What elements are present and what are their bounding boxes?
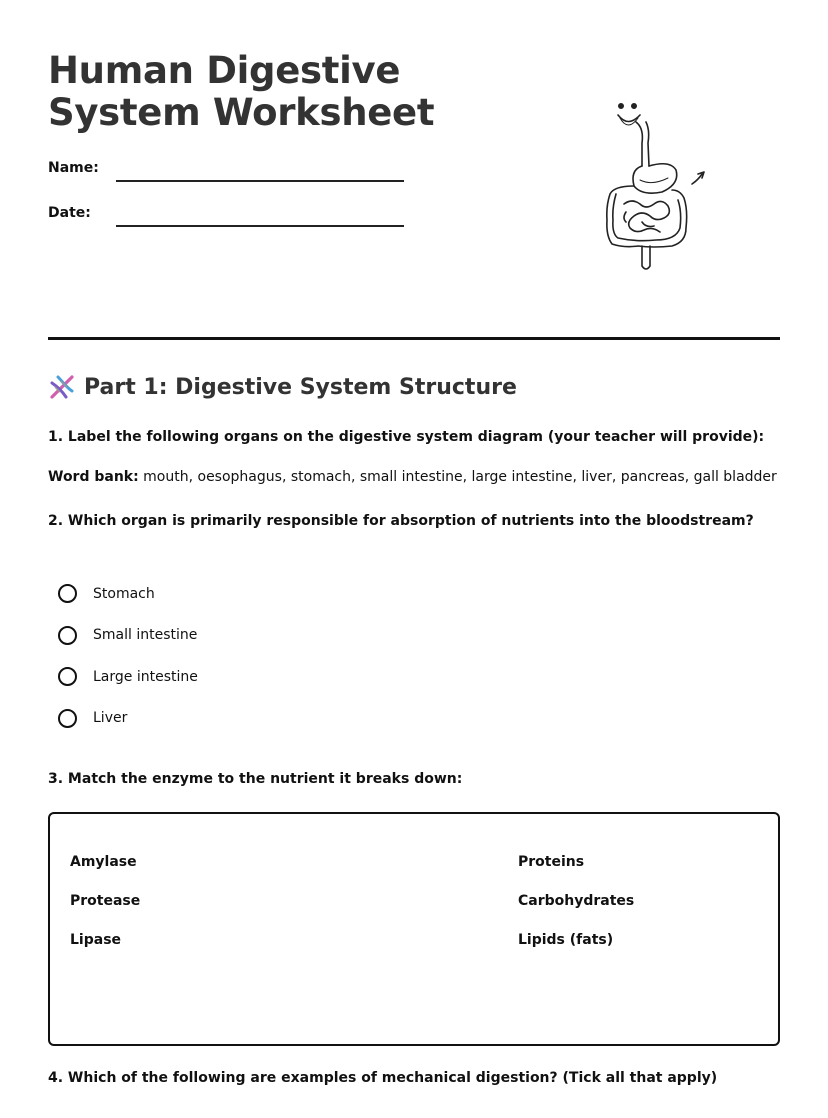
title-line-1: Human Digestive	[48, 49, 401, 92]
part1-heading	[48, 373, 517, 401]
nutrient-item[interactable]: Carbohydrates	[518, 893, 635, 909]
enzyme-column	[70, 852, 140, 969]
option-stomach[interactable]	[58, 573, 198, 615]
question-2: 2. Which organ is primarily responsible for absorption of nutrients into the bloodstream?	[48, 513, 754, 529]
word-bank	[48, 469, 777, 485]
radio-button[interactable]	[58, 667, 77, 686]
option-label: Small intestine	[93, 627, 198, 644]
digestive-system-illustration	[580, 88, 720, 278]
option-liver[interactable]	[58, 698, 198, 740]
question-4: 4. Which of the following are examples of mechanical digestion? (Tick all that apply)	[48, 1070, 718, 1086]
date-label: Date:	[48, 205, 91, 221]
nutrient-column	[518, 852, 634, 969]
radio-button[interactable]	[58, 584, 77, 603]
date-field[interactable]	[116, 225, 404, 227]
question-1: 1. Label the following organs on the digestive system diagram (your teacher will provide):	[48, 429, 765, 445]
question-3: 3. Match the enzyme to the nutrient it breaks down:	[48, 771, 463, 787]
enzyme-item[interactable]: Amylase	[70, 854, 137, 870]
enzyme-item[interactable]: Lipase	[70, 932, 122, 948]
nutrient-item[interactable]: Proteins	[518, 854, 585, 870]
name-field[interactable]	[116, 180, 404, 182]
name-label: Name:	[48, 160, 99, 176]
option-label: Large intestine	[93, 668, 198, 685]
radio-button[interactable]	[58, 626, 77, 645]
section-divider	[48, 337, 780, 340]
part1-title: Part 1: Digestive System Structure	[84, 374, 517, 400]
word-bank-text: mouth, oesophagus, stomach, small intestine, large intestine, liver, pancreas, gall bladder	[138, 469, 777, 485]
title-line-2: System Worksheet	[48, 91, 435, 134]
word-bank-label: Word bank:	[48, 469, 139, 485]
enzyme-item[interactable]: Protease	[70, 893, 141, 909]
worksheet-title	[48, 50, 434, 134]
option-label: Liver	[93, 710, 128, 727]
radio-button[interactable]	[58, 709, 77, 728]
option-label: Stomach	[93, 585, 155, 602]
question-2-options	[58, 573, 198, 739]
enzyme-match-box	[48, 812, 780, 1046]
dna-icon	[48, 373, 76, 401]
option-small-intestine[interactable]	[58, 615, 198, 657]
nutrient-item[interactable]: Lipids (fats)	[518, 932, 614, 948]
option-large-intestine[interactable]	[58, 656, 198, 698]
